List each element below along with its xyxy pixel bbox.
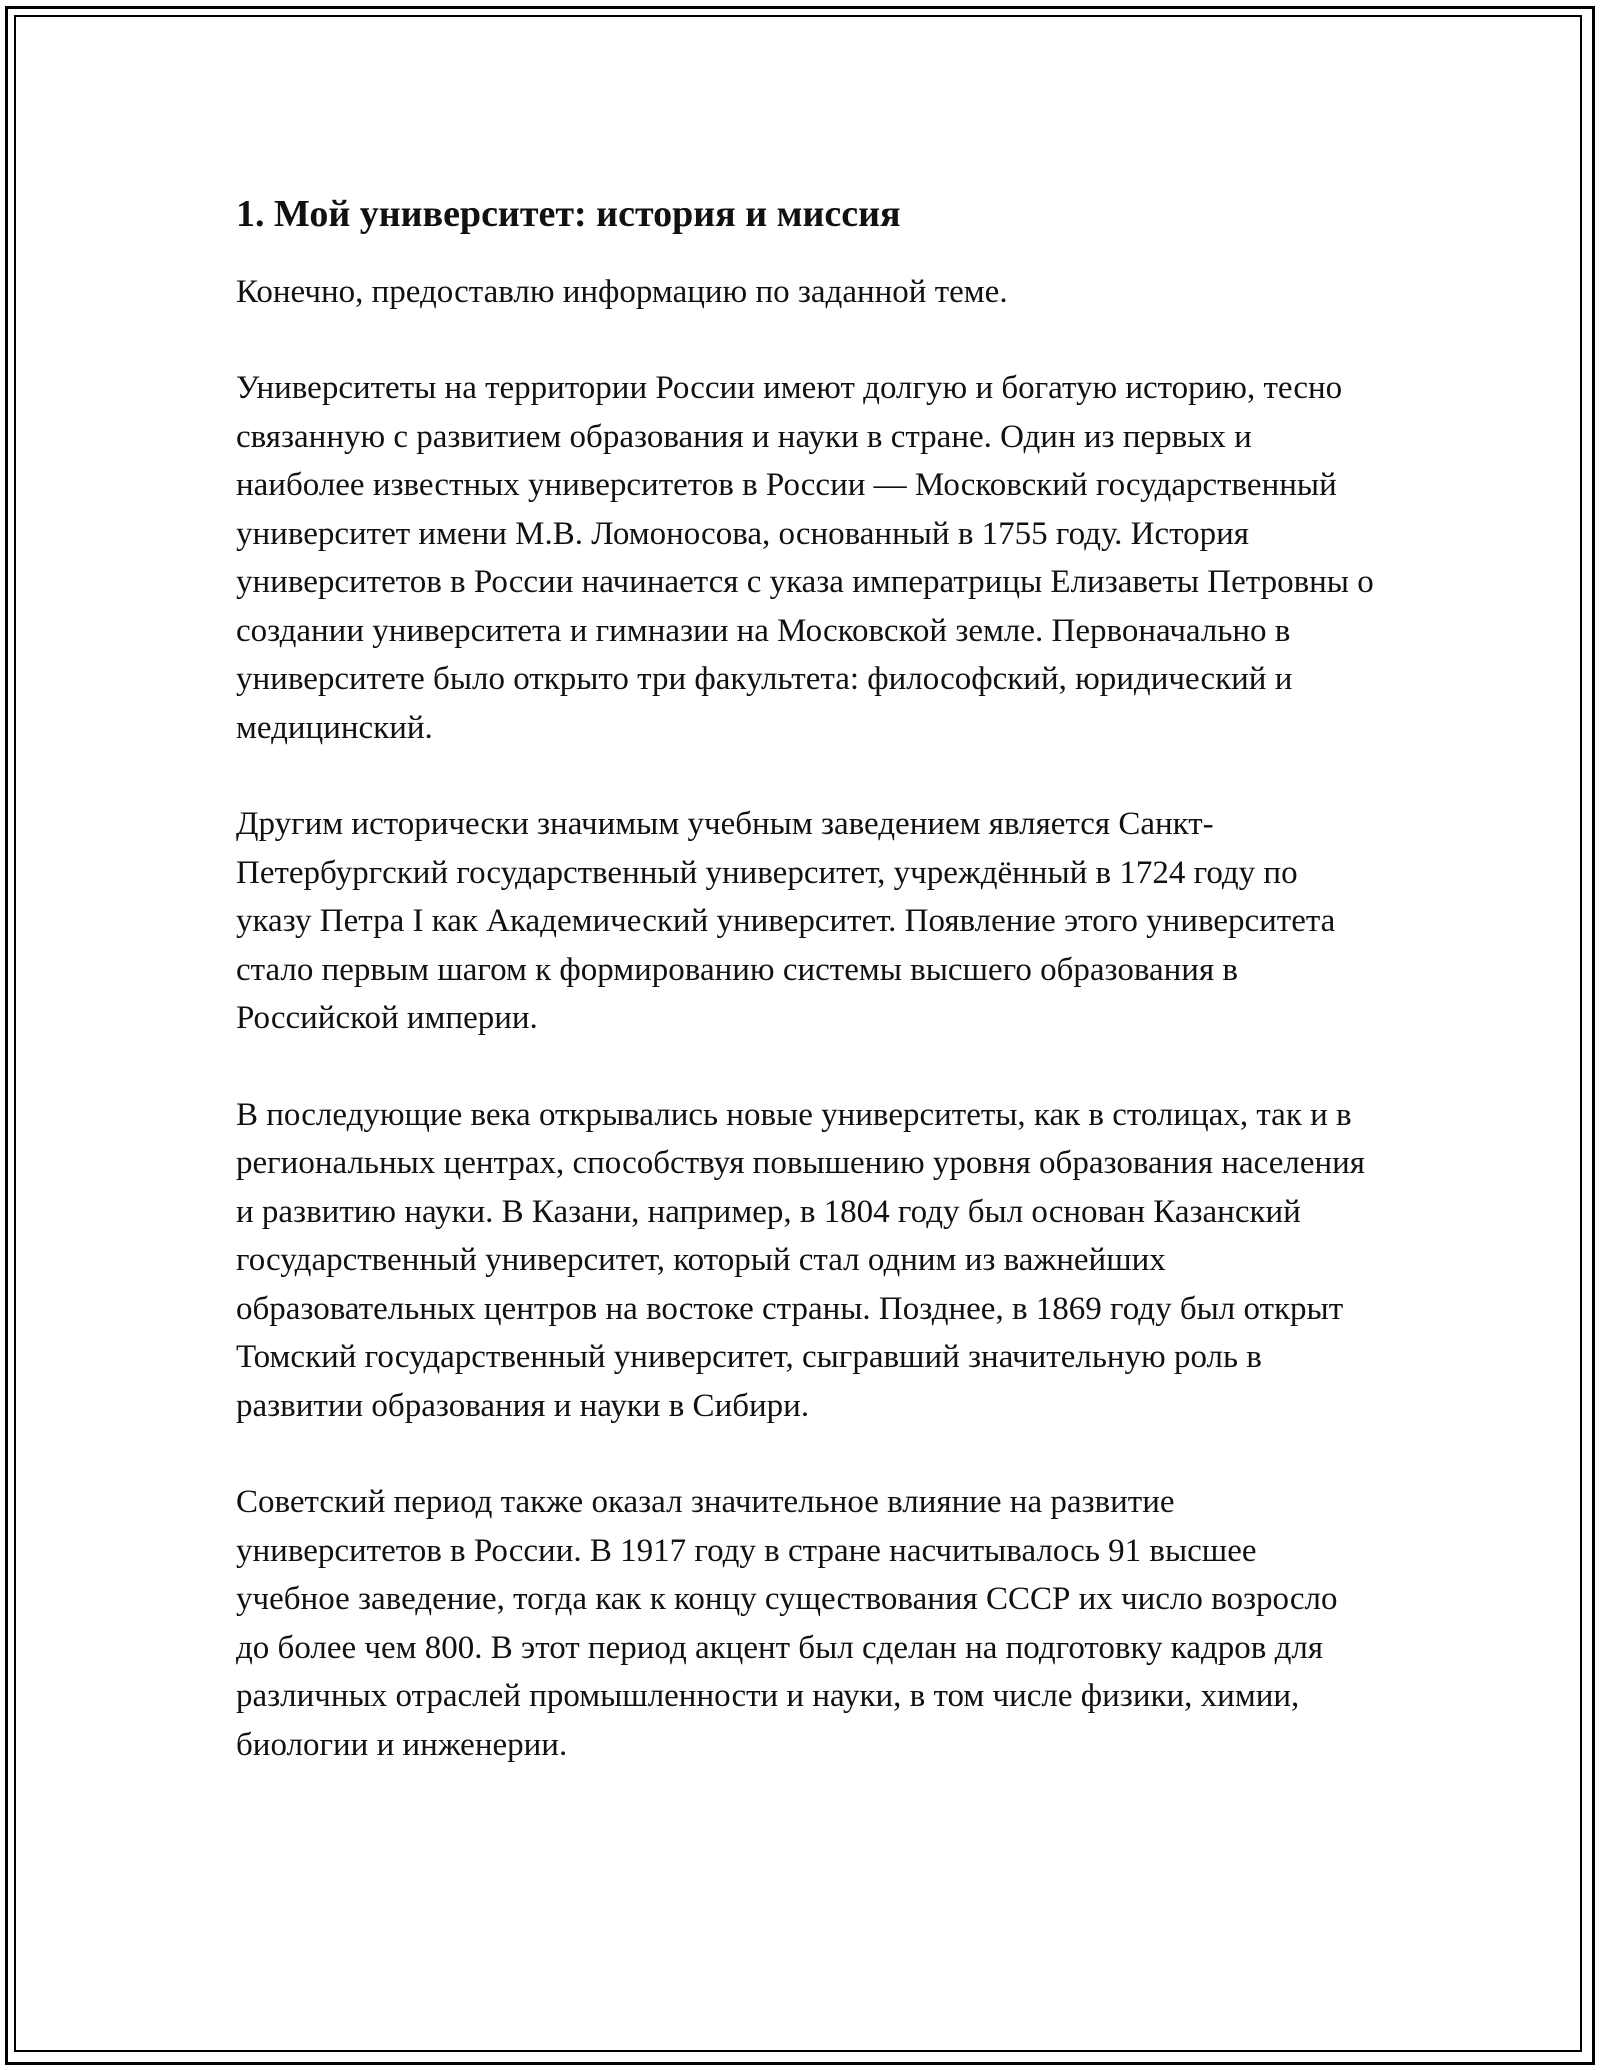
intro-paragraph: Конечно, предоставлю информацию по заданной теме. <box>236 274 1008 310</box>
paragraph-soviet-period: Советский период также оказал значительное влияние на развитие университетов в России. В 1917 году в стране насчитывалось 91 высшее учебное заведение, тогда как к концу существования СССР их число возросло до более чем 800. В этот период акцент был сделан на подготовку кадров для различных отраслей промышленности и науки, в том числе физики, химии, биологии и инженерии. <box>236 1484 1338 1763</box>
paragraph-saint-petersburg-university: Другим исторически значимым учебным заведением является Санкт-Петербургский государственный университет, учреждённый в 1724 году по указу Петра I как Академический университет. Появление этого университета стало первым шагом к формированию системы высшего образования в Российской империи. <box>236 806 1336 1036</box>
document-body <box>236 190 1376 1817</box>
paragraph-regional-universities: В последующие века открывались новые университеты, как в столицах, так и в региональных центрах, способствуя повышению уровня образования населения и развитию науки. В Казани, например, в 1804 году был основан Казанский государственный университет, который стал одним из важнейших образовательных центров на востоке страны. Позднее, в 1869 году был открыт Томский государственный университет, сыгравший значительную роль в развитии образования и науки в Сибири. <box>236 1096 1365 1424</box>
document-title: 1. Мой университет: история и миссия <box>236 193 901 235</box>
paragraph-moscow-university: Университеты на территории России имеют долгую и богатую историю, тесно связанную с развитием образования и науки в стране. Один из первых и наиболее известных университетов в России — Московский государственный университет имени М.В. Ломоносова, основанный в 1755 году. История университетов в России начинается с указа императрицы Елизаветы Петровны о создании университета и гимназии на Московской земле. Первоначально в университете было открыто три факультета: философский, юридический и медицинский. <box>236 370 1374 746</box>
